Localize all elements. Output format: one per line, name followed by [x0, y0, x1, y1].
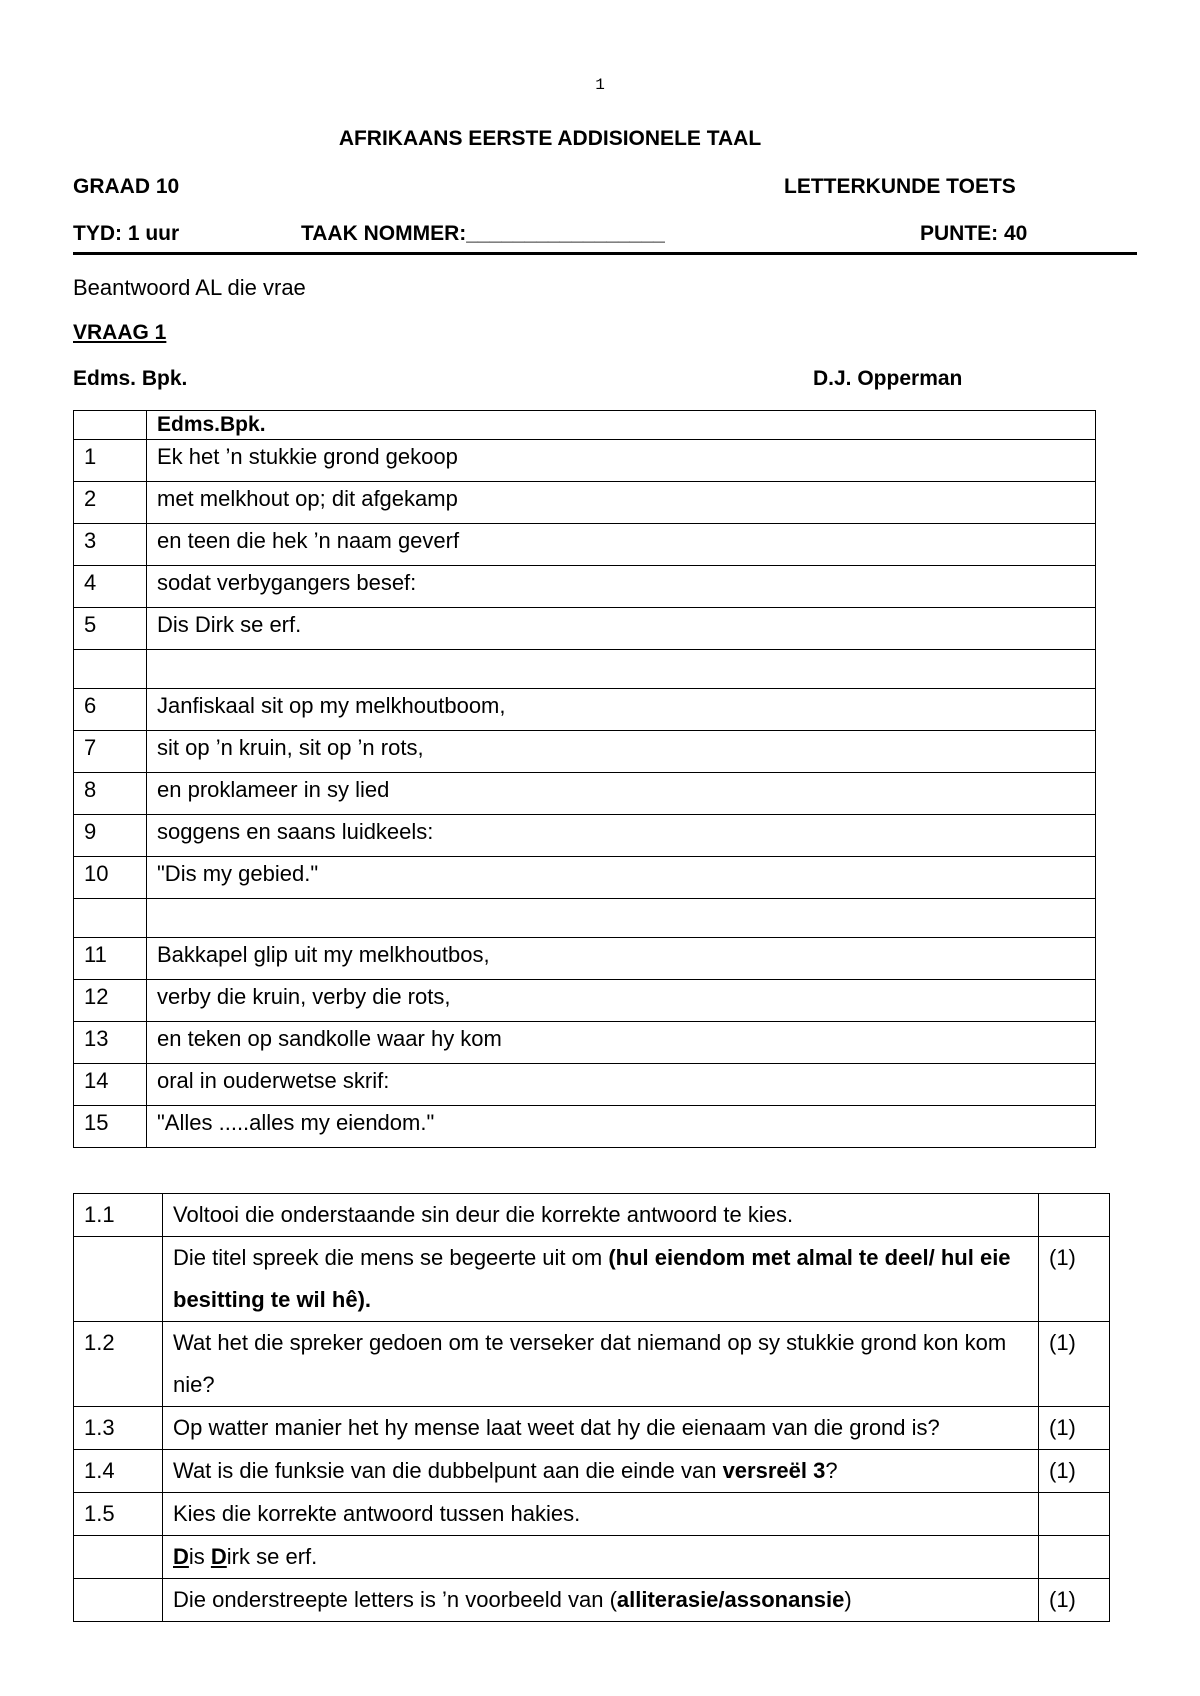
question-marks: [1039, 1493, 1110, 1536]
poem-line-number: 15: [74, 1106, 147, 1148]
question-row-1-5: [74, 1493, 1110, 1536]
poem-line-text: soggens en saans luidkeels:: [147, 815, 1096, 857]
question-number: 1.5: [74, 1493, 163, 1536]
poem-line-number: 10: [74, 857, 147, 899]
question-marks: (1): [1039, 1407, 1110, 1450]
time-label: TYD: 1 uur: [73, 222, 180, 245]
poet-name: D.J. Opperman: [813, 367, 963, 390]
question-heading: VRAAG 1: [73, 321, 167, 344]
document-title: AFRIKAANS EERSTE ADDISIONELE TAAL: [338, 127, 762, 150]
question-row-1-4: [74, 1450, 1110, 1493]
questions-table: [73, 1193, 1110, 1622]
underlined-letter: D: [210, 1544, 227, 1569]
question-stem: Die titel spreek die mens se begeerte uit om: [173, 1245, 609, 1270]
test-type-label: LETTERKUNDE TOETS: [784, 175, 1016, 198]
poem-line-text: Dis Dirk se erf.: [147, 608, 1096, 650]
poem-line-row: [74, 608, 1096, 650]
poem-line-text: en teen die hek ’n naam geverf: [147, 524, 1096, 566]
question-text: [163, 1237, 1039, 1322]
poem-table: [73, 410, 1096, 1148]
poem-line-text: [147, 650, 1096, 689]
poem-line-text: "Dis my gebied.": [147, 857, 1096, 899]
poem-line-text: en proklameer in sy lied: [147, 773, 1096, 815]
poem-line-number: 3: [74, 524, 147, 566]
poem-title: Edms. Bpk.: [73, 367, 188, 390]
poem-line-text: Janfiskaal sit op my melkhoutboom,: [147, 689, 1096, 731]
answer-options: alliterasie/assonansie: [616, 1587, 845, 1612]
poem-line-text: Bakkapel glip uit my melkhoutbos,: [147, 938, 1096, 980]
poem-line-row: [74, 938, 1096, 980]
answer-options: (hul eiendom met almal te deel/ hul eie besitting te wil hê).: [173, 1245, 1011, 1312]
poem-line-number: 11: [74, 938, 147, 980]
poem-line-number: 9: [74, 815, 147, 857]
poem-line-row: [74, 566, 1096, 608]
poem-line-row: [74, 980, 1096, 1022]
question-number: 1.4: [74, 1450, 163, 1493]
question-marks: (1): [1039, 1237, 1110, 1322]
poem-line-number: 4: [74, 566, 147, 608]
grade-label: GRAAD 10: [73, 175, 180, 198]
quoted-line: [163, 1536, 1039, 1579]
question-text: Kies die korrekte antwoord tussen hakies.: [163, 1493, 1039, 1536]
poem-line-row: [74, 731, 1096, 773]
question-text: Op watter manier het hy mense laat weet dat hy die eienaam van die grond is?: [163, 1407, 1039, 1450]
question-number: 1.2: [74, 1322, 163, 1407]
question-marks: [1039, 1194, 1110, 1237]
question-text-post: ?: [825, 1458, 838, 1483]
poem-line-row: [74, 857, 1096, 899]
question-number: 1.3: [74, 1407, 163, 1450]
poem-header-row: [74, 411, 1096, 440]
underlined-letter: D: [173, 1544, 189, 1569]
poem-line-row: [74, 815, 1096, 857]
poem-line-row: [74, 524, 1096, 566]
poem-line-number: 5: [74, 608, 147, 650]
poem-line-text: verby die kruin, verby die rots,: [147, 980, 1096, 1022]
question-number: [74, 1536, 163, 1579]
poem-line-text: sit op ’n kruin, sit op ’n rots,: [147, 731, 1096, 773]
poem-line-text: oral in ouderwetse skrif:: [147, 1064, 1096, 1106]
poem-line-row: [74, 440, 1096, 482]
question-row-1-3: [74, 1407, 1110, 1450]
verse-reference: versreël 3: [722, 1458, 826, 1483]
poem-line-row: [74, 1022, 1096, 1064]
poem-line-text: Ek het ’n stukkie grond gekoop: [147, 440, 1096, 482]
poem-line-number: 6: [74, 689, 147, 731]
question-text-pre: Wat is die funksie van die dubbelpunt aan die einde van: [173, 1458, 723, 1483]
poem-line-number: 1: [74, 440, 147, 482]
question-row-1-5-stem: [74, 1579, 1110, 1622]
poem-line-row: [74, 1064, 1096, 1106]
poem-line-row: [74, 1106, 1096, 1148]
question-text: Voltooi die onderstaande sin deur die korrekte antwoord te kies.: [163, 1194, 1039, 1237]
poem-stanza-break: [74, 650, 1096, 689]
poem-line-number: [74, 899, 147, 938]
question-number: [74, 1579, 163, 1622]
poem-line-row: [74, 689, 1096, 731]
poem-line-row: [74, 482, 1096, 524]
question-row-1-1-stem: [74, 1237, 1110, 1322]
question-stem: Die onderstreepte letters is ’n voorbeeld van (: [173, 1587, 617, 1612]
quoted-line-part: is: [188, 1544, 211, 1569]
poem-line-number: 2: [74, 482, 147, 524]
quoted-line-part: irk se erf.: [226, 1544, 318, 1569]
question-row-1-5-quote: [74, 1536, 1110, 1579]
question-marks: (1): [1039, 1450, 1110, 1493]
poem-line-text: met melkhout op; dit afgekamp: [147, 482, 1096, 524]
poem-header-num-cell: [74, 411, 147, 440]
question-text: [163, 1579, 1039, 1622]
page-number: 1: [595, 76, 605, 94]
poem-line-number: [74, 650, 147, 689]
poem-line-text: sodat verbygangers besef:: [147, 566, 1096, 608]
total-marks-label: PUNTE: 40: [920, 222, 1028, 245]
poem-line-number: 7: [74, 731, 147, 773]
question-number: 1.1: [74, 1194, 163, 1237]
question-row-1-2: [74, 1322, 1110, 1407]
poem-line-text: [147, 899, 1096, 938]
poem-line-row: [74, 773, 1096, 815]
question-stem-close: ): [844, 1587, 852, 1612]
poem-line-number: 8: [74, 773, 147, 815]
poem-line-number: 14: [74, 1064, 147, 1106]
question-number: [74, 1237, 163, 1322]
question-row-1-1: [74, 1194, 1110, 1237]
question-marks: (1): [1039, 1579, 1110, 1622]
exam-info-line: [73, 222, 1137, 255]
task-number-field: TAAK NOMMER:_________________: [301, 222, 665, 245]
poem-line-number: 12: [74, 980, 147, 1022]
question-marks: [1039, 1536, 1110, 1579]
poem-line-text: en teken op sandkolle waar hy kom: [147, 1022, 1096, 1064]
instruction-text: Beantwoord AL die vrae: [73, 275, 306, 300]
poem-header-title: Edms.Bpk.: [147, 411, 1096, 440]
question-text: Wat het die spreker gedoen om te verseker dat niemand op sy stukkie grond kon kom nie?: [163, 1322, 1039, 1407]
question-text: [163, 1450, 1039, 1493]
poem-line-number: 13: [74, 1022, 147, 1064]
poem-stanza-break: [74, 899, 1096, 938]
poem-line-text: "Alles .....alles my eiendom.": [147, 1106, 1096, 1148]
question-marks: (1): [1039, 1322, 1110, 1407]
